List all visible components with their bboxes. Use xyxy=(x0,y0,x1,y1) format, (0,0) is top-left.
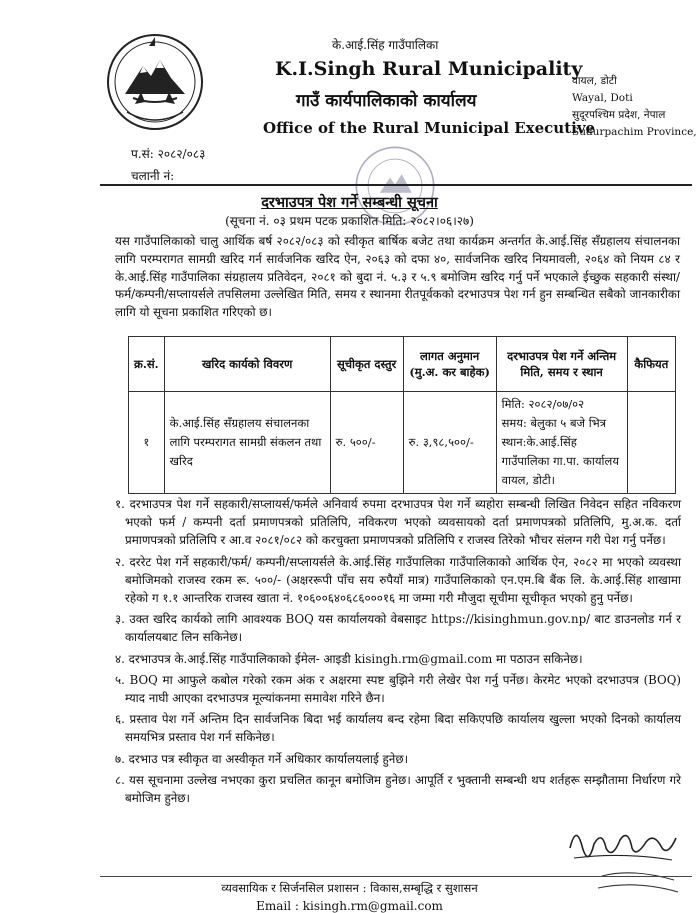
list-item: ३. उक्त खरिद कार्यको लागि आवश्यक BOQ यस कार्यालयको वेबसाइट https://kisinghmun.gov.np/ बाट डाउनलोड गर्न र कार्यालयबाट लिन सकिनेछ। xyxy=(115,612,681,645)
column-header: सूचीकृत दस्तुर xyxy=(330,337,403,392)
cell-cost: रु. ३,९८,५००/- xyxy=(403,392,496,494)
cell-deadline xyxy=(496,392,627,494)
header-en-office: Office of the Rural Municipal Executive xyxy=(263,119,596,137)
header-np-office: गाउँ कार्यपालिकाको कार्यालय xyxy=(296,91,477,111)
notice-subtitle: (सूचना नं. ०३ प्रथम पटक प्रकाशित मिति: २०८२।०६।२७) xyxy=(225,214,474,228)
header-en-title: K.I.Singh Rural Municipality xyxy=(275,58,583,80)
patra-sankhya: प.सं: २०८२/०८३ xyxy=(131,147,206,161)
address-block xyxy=(572,73,697,141)
footer-email: Email : kisingh.rm@gmail.com xyxy=(256,899,443,913)
address-line: सुदूरपश्चिम प्रदेश, नेपाल xyxy=(572,109,666,121)
table-header-row xyxy=(129,337,676,392)
list-item: १. दरभाउपत्र पेश गर्ने सहकारी/सप्लायर्स/फर्मले अनिवार्य रुपमा दरभाउपत्र पेश गर्ने ब्यहोरा सम्बन्धी लिखित निवेदन सहित नविकरण भएको फर्म / कम्पनी दर्ता प्रमाणपत्रको प्रतिलिपि, नविकरण भएको व्यवसायको दर्ता प्रमाणपत्रको प्रतिलिपि, मु.अ.क. दर्ता प्रमाणपत्रको प्रतिलिपि र आ.व २०८१/०८२ को करचुक्ता प्रमाणपत्रको प्रतिलिपि र राजस्व तिरेको भौचर संलग्न गरी पेश गर्नु पर्नेछ। xyxy=(115,497,681,548)
deadline-date: मिति: २०८२/०७/०२ xyxy=(501,397,585,411)
notice-title: दरभाउपत्र पेश गर्ने सम्बन्धी सूचना xyxy=(261,194,438,211)
nepal-emblem-icon xyxy=(104,32,206,132)
address-line: वायल, डोटी xyxy=(572,75,617,87)
footer-divider xyxy=(100,876,692,877)
list-item: ७. दरभाउ पत्र स्वीकृत वा अस्वीकृत गर्ने अधिकार कार्यालयलाई हुनेछ। xyxy=(115,751,409,766)
procurement-table xyxy=(128,336,676,494)
column-header: लागत अनुमान (मु.अ. कर बाहेक) xyxy=(403,337,496,392)
cell-sn: १ xyxy=(129,392,165,494)
address-line: Wayal, Doti xyxy=(572,92,633,104)
column-header: क्र.सं. xyxy=(129,337,165,392)
list-item: ८. यस सूचनामा उल्लेख नभएका कुरा प्रचलित कानून बमोजिम हुनेछ। आपूर्ति र भुक्तानी सम्बन्धी थप शर्तहरू सम्झौतामा निर्धारण गरे बमोजिम हुनेछ। xyxy=(115,772,681,806)
list-item: ५. BOQ मा आफुले कबोल गरेको रकम अंक र अक्षरमा स्पष्ट बुझिने गरी लेखेर पेश गर्नु पर्नेछ। केरमेट भएको दरभाउपत्र (BOQ) म्याद नाघी आएका दरभाउपत्र मूल्यांकनमा समावेश गरिने छैन। xyxy=(115,672,681,706)
table-row xyxy=(129,392,676,494)
chalani-number: चलानी नं: xyxy=(131,169,175,183)
list-item: २. दररेट पेश गर्ने सहकारी/फर्म/ कम्पनी/सप्लायर्सले के.आई.सिंह गाउँपालिका गाउँपालिकाको आर्थिक ऐन, २०८२ मा भएको व्यवस्था बमोजिमको राजस्व रकम रू. ५००/- (अक्षररूपी पाँच सय रुपैयाँ मात्र) गाउँपालिकाको एन.एम.बि बैंक लि. के.आई.सिंह शाखामा रहेको ग १.१ आन्तरिक राजस्व खाता नं. १०६००६४०६८६०००१६ मा जम्मा गरी मौजुदा सूचीमा सूचीकृत भएको हुनु पर्नेछ। xyxy=(115,554,681,606)
footer-motto: व्यवसायिक र सिर्जनसिल प्रशासन : विकास,सम्बृद्धि र सुशासन xyxy=(221,881,478,895)
cell-fee: रु. ५००/- xyxy=(330,392,403,494)
notice-intro: यस गाउँपालिकाको चालु आर्थिक बर्ष २०८२/०८३ को स्वीकृत बार्षिक बजेट तथा कार्यक्रम अन्तर्गत के.आई.सिंह सँग्रहालय संचालनका लागि परम्परागत सामग्री खरिद गर्न सार्वजनिक खरिद ऐन, २०६३ को दफा ४०, सार्वजनिक खरिद नियमावली, २०६४ को नियम ८४ र के.आई.सिंह गाउँपालिका संग्रहालय प्रतिवेदन, २०८१ को बुदा नं. ५.३ र ५.९ बमोजिम खरिद गर्नु पर्ने भएकाले ईच्छुक सहकारी संस्था/फर्म/कम्पनी/सप्लायर्सले तपसिलमा उल्लेखित मिति, समय र स्थानमा रीतपूर्वकको दरभाउपत्र पेश गर्न हुन सम्बन्धित सबैको जानकारीका लागि यो सूचना प्रकाशित गरिएको छ। xyxy=(115,234,680,320)
list-item: ६. प्रस्ताव पेश गर्ने अन्तिम दिन सार्वजनिक बिदा भई कार्यालय बन्द रहेमा बिदा सकिएपछि कार्यालय खुल्ला भएको दिनको कार्यालय समयभित्र प्रस्ताव पेश गर्न सकिनेछ। xyxy=(115,712,681,745)
notes-list xyxy=(115,495,681,810)
header-np-title: के.आई.सिंह गाउँपालिका xyxy=(332,38,439,52)
cell-description: के.आई.सिंह सँग्रहालय संचालनका लागि परम्परागत सामग्री संकलन तथा खरिद xyxy=(164,392,330,494)
header-divider xyxy=(100,184,692,186)
list-item: ४. दरभाउपत्र के.आई.सिंह गाउँपालिकाको ईमेल- आइडी kisingh.rm@gmail.com मा पठाउन सकिनेछ। xyxy=(115,651,583,666)
column-header: कैफियत xyxy=(627,337,675,392)
cell-remarks xyxy=(627,392,675,494)
deadline-place: स्थान:के.आई.सिंह गाउँपालिका गा.पा. कार्यालय वायल, डोटी। xyxy=(501,435,619,487)
column-header: खरिद कार्यको विवरण xyxy=(164,337,330,392)
deadline-time: समय: बेलुका ५ बजे भित्र xyxy=(501,416,607,430)
address-line: Sudurpachim Province, xyxy=(572,126,697,138)
reference-block xyxy=(131,143,205,187)
column-header: दरभाउपत्र पेश गर्ने अन्तिम मिति, समय र स्थान xyxy=(496,337,627,392)
